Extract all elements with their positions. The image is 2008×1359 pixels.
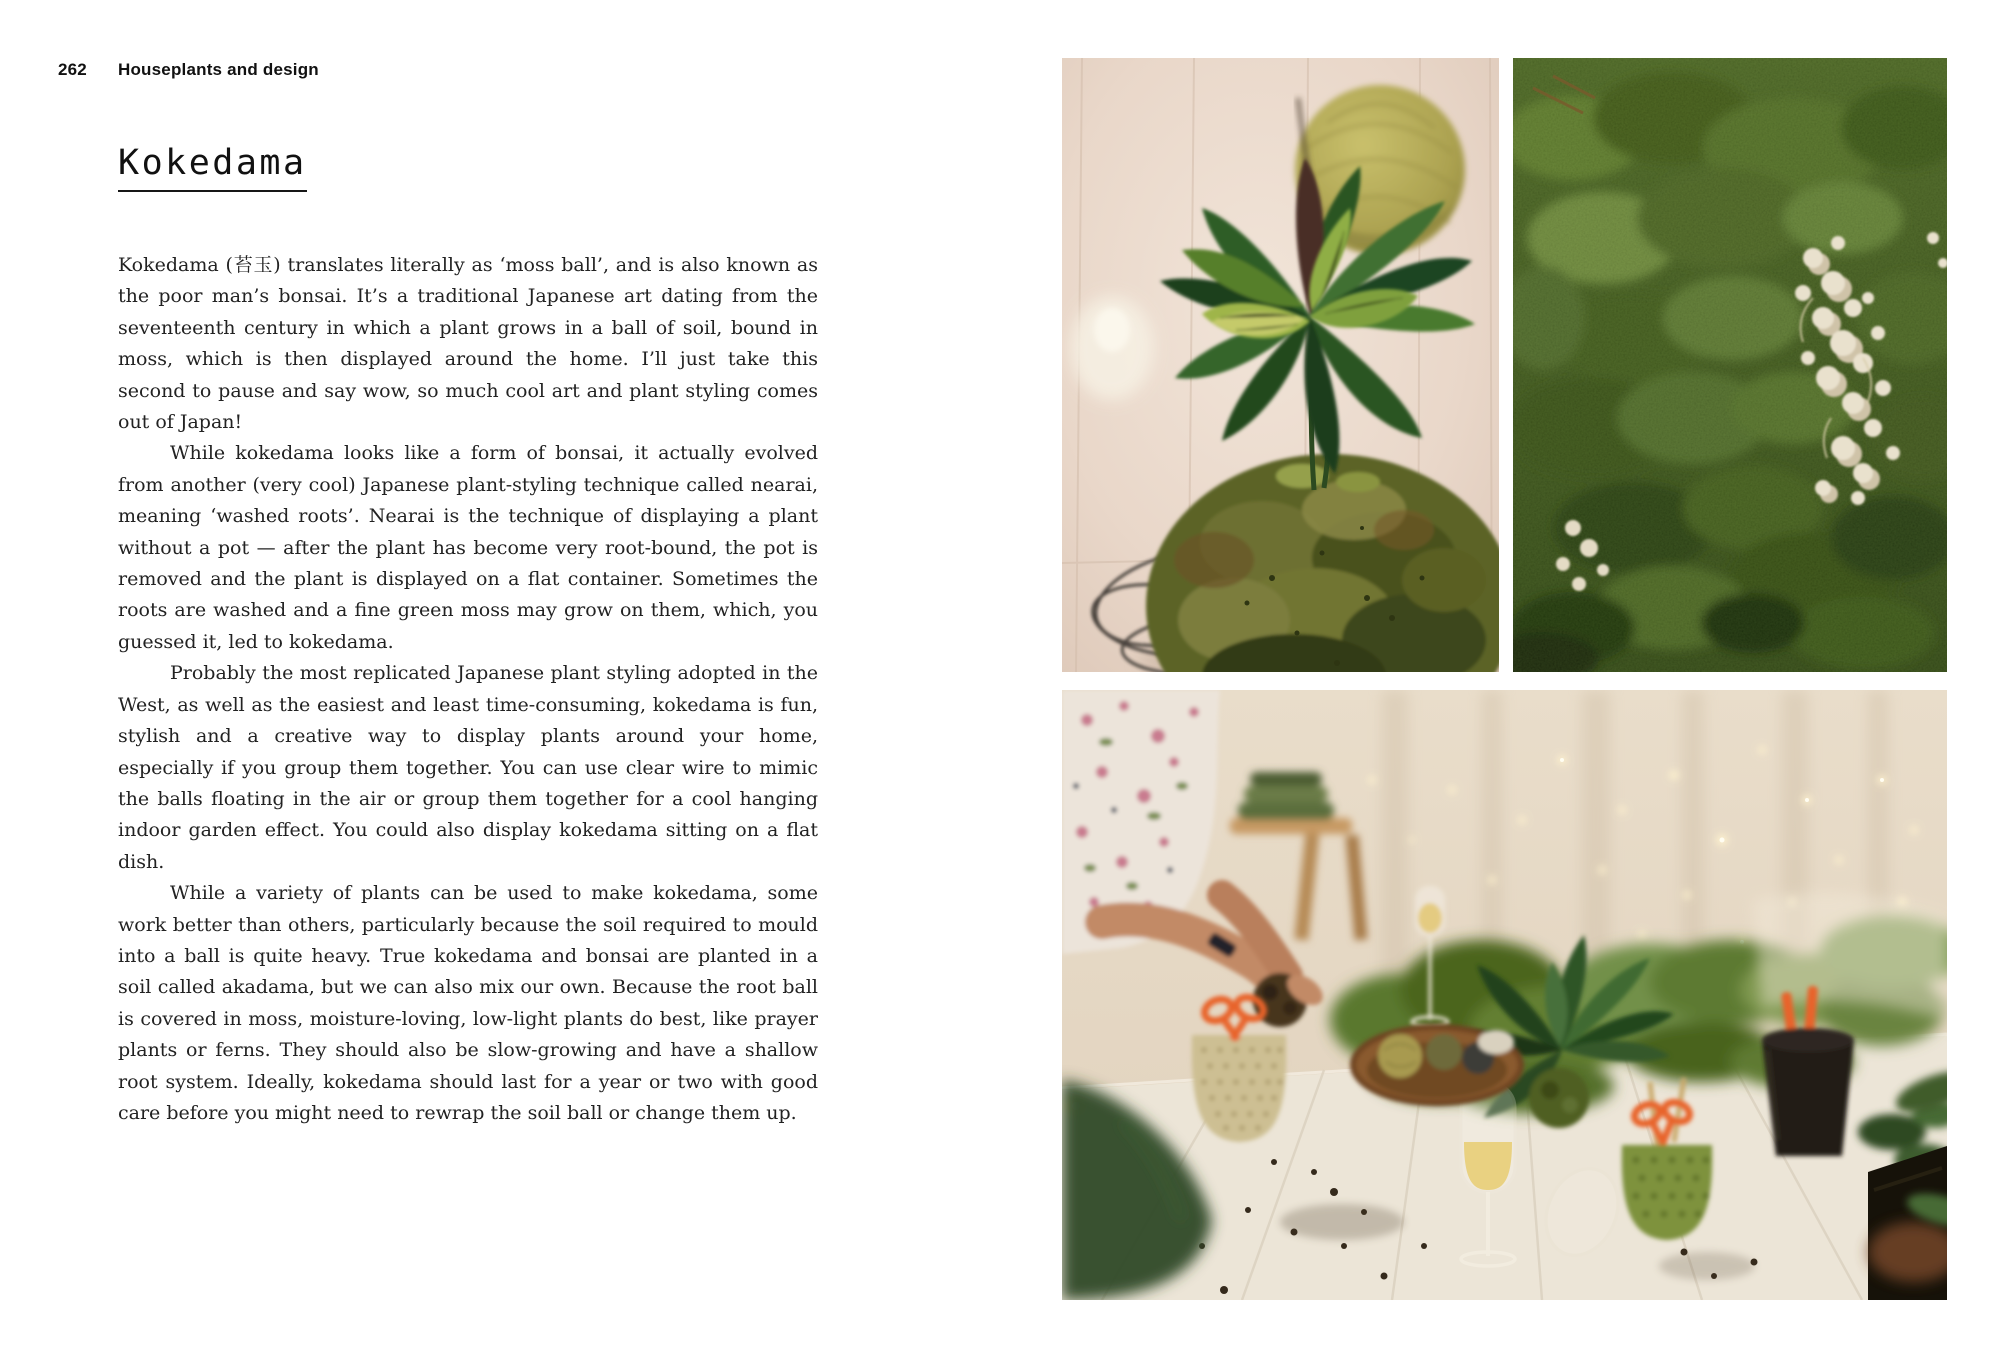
body-text: [118, 250, 818, 1129]
section-title: Houseplants and design: [118, 60, 319, 79]
moss-closeup-photo: [1513, 58, 1947, 672]
running-header: [58, 60, 319, 80]
paragraph: Probably the most replicated Japanese plant styling adopted in the West, as well as the easiest and least time-consuming, kokedama is fun, stylish and a creative way to display plants around your home, especially if you group them together. You can use clear wire to mimic the balls floating in the air or group them together for a cool hanging indoor garden effect. You could also display kokedama sitting on a flat dish.: [118, 662, 818, 873]
kokedama-plant-photo: [1062, 58, 1499, 672]
paragraph: While kokedama looks like a form of bonsai, it actually evolved from another (very cool) Japanese plant-styling technique called nearai, meaning ‘washed roots’. Nearai is the technique of displaying a plant without a pot — after the plant has become very root-bound, the pot is removed and the plant is displayed on a flat container. Sometimes the roots are washed and a fine green moss may grow on them, which, you guessed it, led to kokedama.: [118, 442, 818, 653]
paragraph: Kokedama (苔玉) translates literally as ‘moss ball’, and is also known as the poor man’s bonsai. It’s a traditional Japanese art dating from the seventeenth century in which a plant grows in a ball of soil, bound in moss, which is then displayed around the home. I’ll just take this second to pause and say wow, so much cool art and plant styling comes out of Japan!: [118, 254, 818, 434]
paragraph: While a variety of plants can be used to make kokedama, some work better than others, particularly because the soil required to mould into a ball is quite heavy. True kokedama and bonsai are planted in a soil called akadama, but we can also mix our own. Because the root ball is covered in moss, moisture-loving, low-light plants do best, like prayer plants or ferns. They should also be slow-growing and have a shallow root system. Ideally, kokedama should last for a year or two with good care before you might need to rewrap the soil ball or change them up.: [118, 882, 818, 1124]
workshop-photo: [1062, 690, 1947, 1300]
page-number: 262: [58, 60, 87, 79]
page-title: Kokedama: [118, 146, 307, 192]
